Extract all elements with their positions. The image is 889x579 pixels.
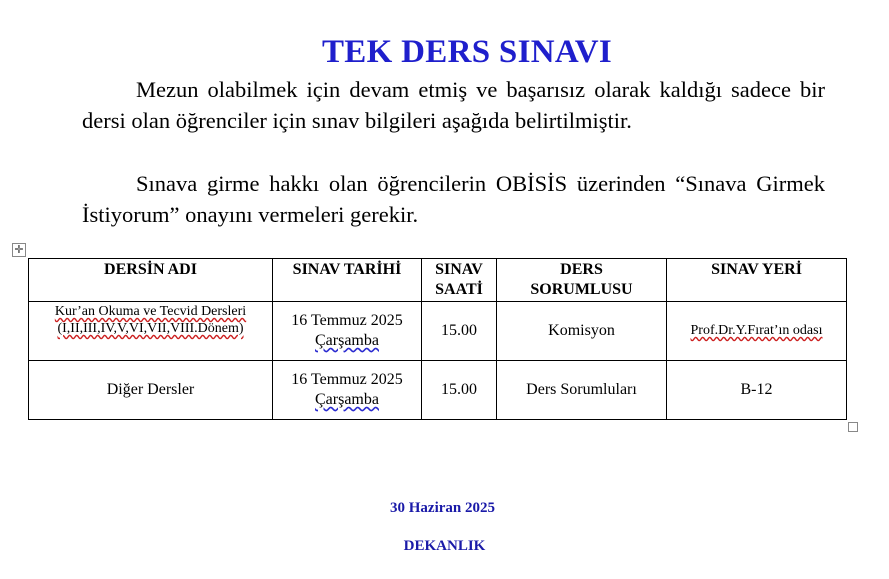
cell-lecturer: Komisyon [497,302,667,361]
cell-time: 15.00 [422,302,497,361]
date-text: 16 Temmuz 2025 [291,312,403,329]
table-row [29,361,847,420]
cell-place [667,302,847,361]
header-lecturer [497,259,667,302]
footer-date: 30 Haziran 2025 [390,500,495,516]
header-time-line2: SAATİ [435,281,483,298]
place-text: Prof.Dr.Y.Fırat’ın odası [690,323,823,338]
date-text: 16 Temmuz 2025 [291,371,403,388]
exam-schedule-table [28,258,847,420]
footer-signature: DEKANLIK [403,538,486,554]
cell-date [273,302,422,361]
paragraph-eligibility: Mezun olabilmek için devam etmiş ve başarısız olarak kaldığı sadece bir dersi olan öğrenciler için sınav bilgileri aşağıda belirtilmiştir. [82,77,825,133]
header-time [422,259,497,302]
header-lecturer-line1: DERS [560,261,603,278]
cell-time: 15.00 [422,361,497,420]
table-move-handle-icon[interactable]: ✛ [12,243,26,257]
header-date: SINAV TARİHİ [273,259,422,302]
cell-course [29,302,273,361]
cell-course: Diğer Dersler [29,361,273,420]
header-place: SINAV YERİ [667,259,847,302]
cell-date [273,361,422,420]
header-lecturer-line2: SORUMLUSU [530,281,633,298]
header-course: DERSİN ADI [29,259,273,302]
document-title: TEK DERS SINAVI [322,34,612,70]
course-line1: Kur’an Okuma ve Tecvid Dersleri [54,304,247,319]
cell-place: B-12 [667,361,847,420]
day-text: Çarşamba [315,391,379,408]
day-text: Çarşamba [315,332,379,349]
table-resize-handle[interactable] [848,422,858,432]
table-header-row [29,259,847,302]
table-row [29,302,847,361]
course-line2: (I,II,III,IV,V,VI,VII,VIII.Dönem) [57,321,244,336]
header-time-line1: SINAV [435,261,483,278]
cell-lecturer: Ders Sorumluları [497,361,667,420]
paragraph-obisis-notice: Sınava girme hakkı olan öğrencilerin OBİSİS üzerinden “Sınava Girmek İstiyorum” onayını vermeleri gerekir. [82,171,825,227]
